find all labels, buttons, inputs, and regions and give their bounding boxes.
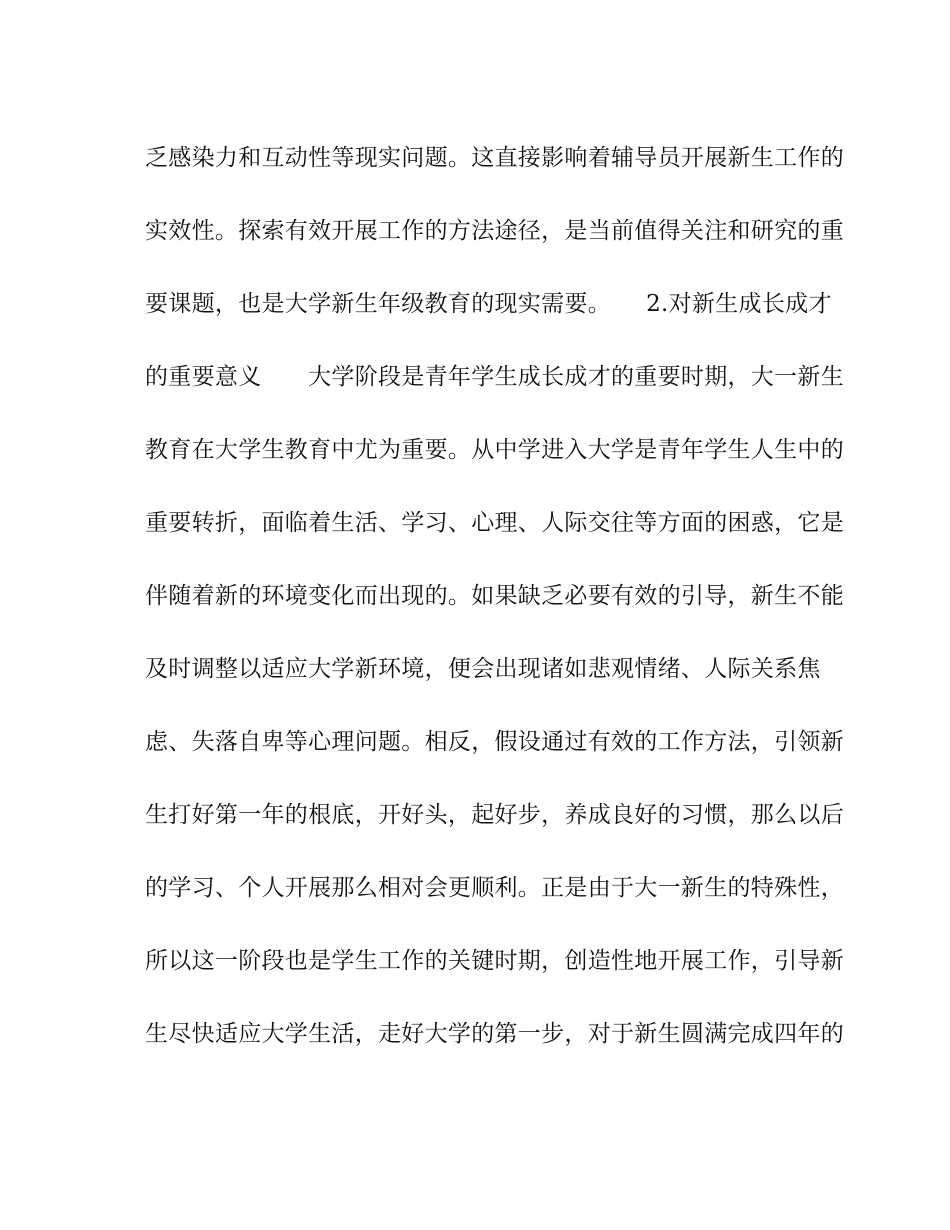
text-line: 生打好第一年的根底，开好头，起好步，养成良好的习惯，那么以后 (145, 802, 844, 828)
text-line: 实效性。探索有效开展工作的方法途径，是当前值得关注和研究的重 (145, 218, 844, 244)
text-line: 生尽快适应大学生活，走好大学的第一步，对于新生圆满完成四年的 (145, 1021, 844, 1047)
text-line: 及时调整以适应大学新环境，便会出现诸如悲观情绪、人际关系焦 (145, 656, 821, 682)
text-line: 重要转折，面临着生活、学习、心理、人际交往等方面的困惑，它是 (145, 510, 844, 536)
text-line: 的学习、个人开展那么相对会更顺利。正是由于大一新生的特殊性， (145, 875, 844, 901)
body-text (145, 134, 844, 1083)
text-line: 乏感染力和互动性等现实问题。这直接影响着辅导员开展新生工作的 (145, 145, 844, 171)
text-line: 虑、失落自卑等心理问题。相反，假设通过有效的工作方法，引领新 (145, 729, 844, 755)
text-line: 所以这一阶段也是学生工作的关键时期，创造性地开展工作，引导新 (145, 948, 844, 974)
text-line: 教育在大学生教育中尤为重要。从中学进入大学是青年学生人生中的 (145, 437, 844, 463)
text-line: 的重要意义 大学阶段是青年学生成长成才的重要时期，大一新生 (145, 364, 844, 390)
text-line: 伴随着新的环境变化而出现的。如果缺乏必要有效的引导，新生不能 (145, 583, 844, 609)
text-line: 要课题，也是大学新生年级教育的现实需要。 2.对新生成长成才 (145, 291, 832, 317)
